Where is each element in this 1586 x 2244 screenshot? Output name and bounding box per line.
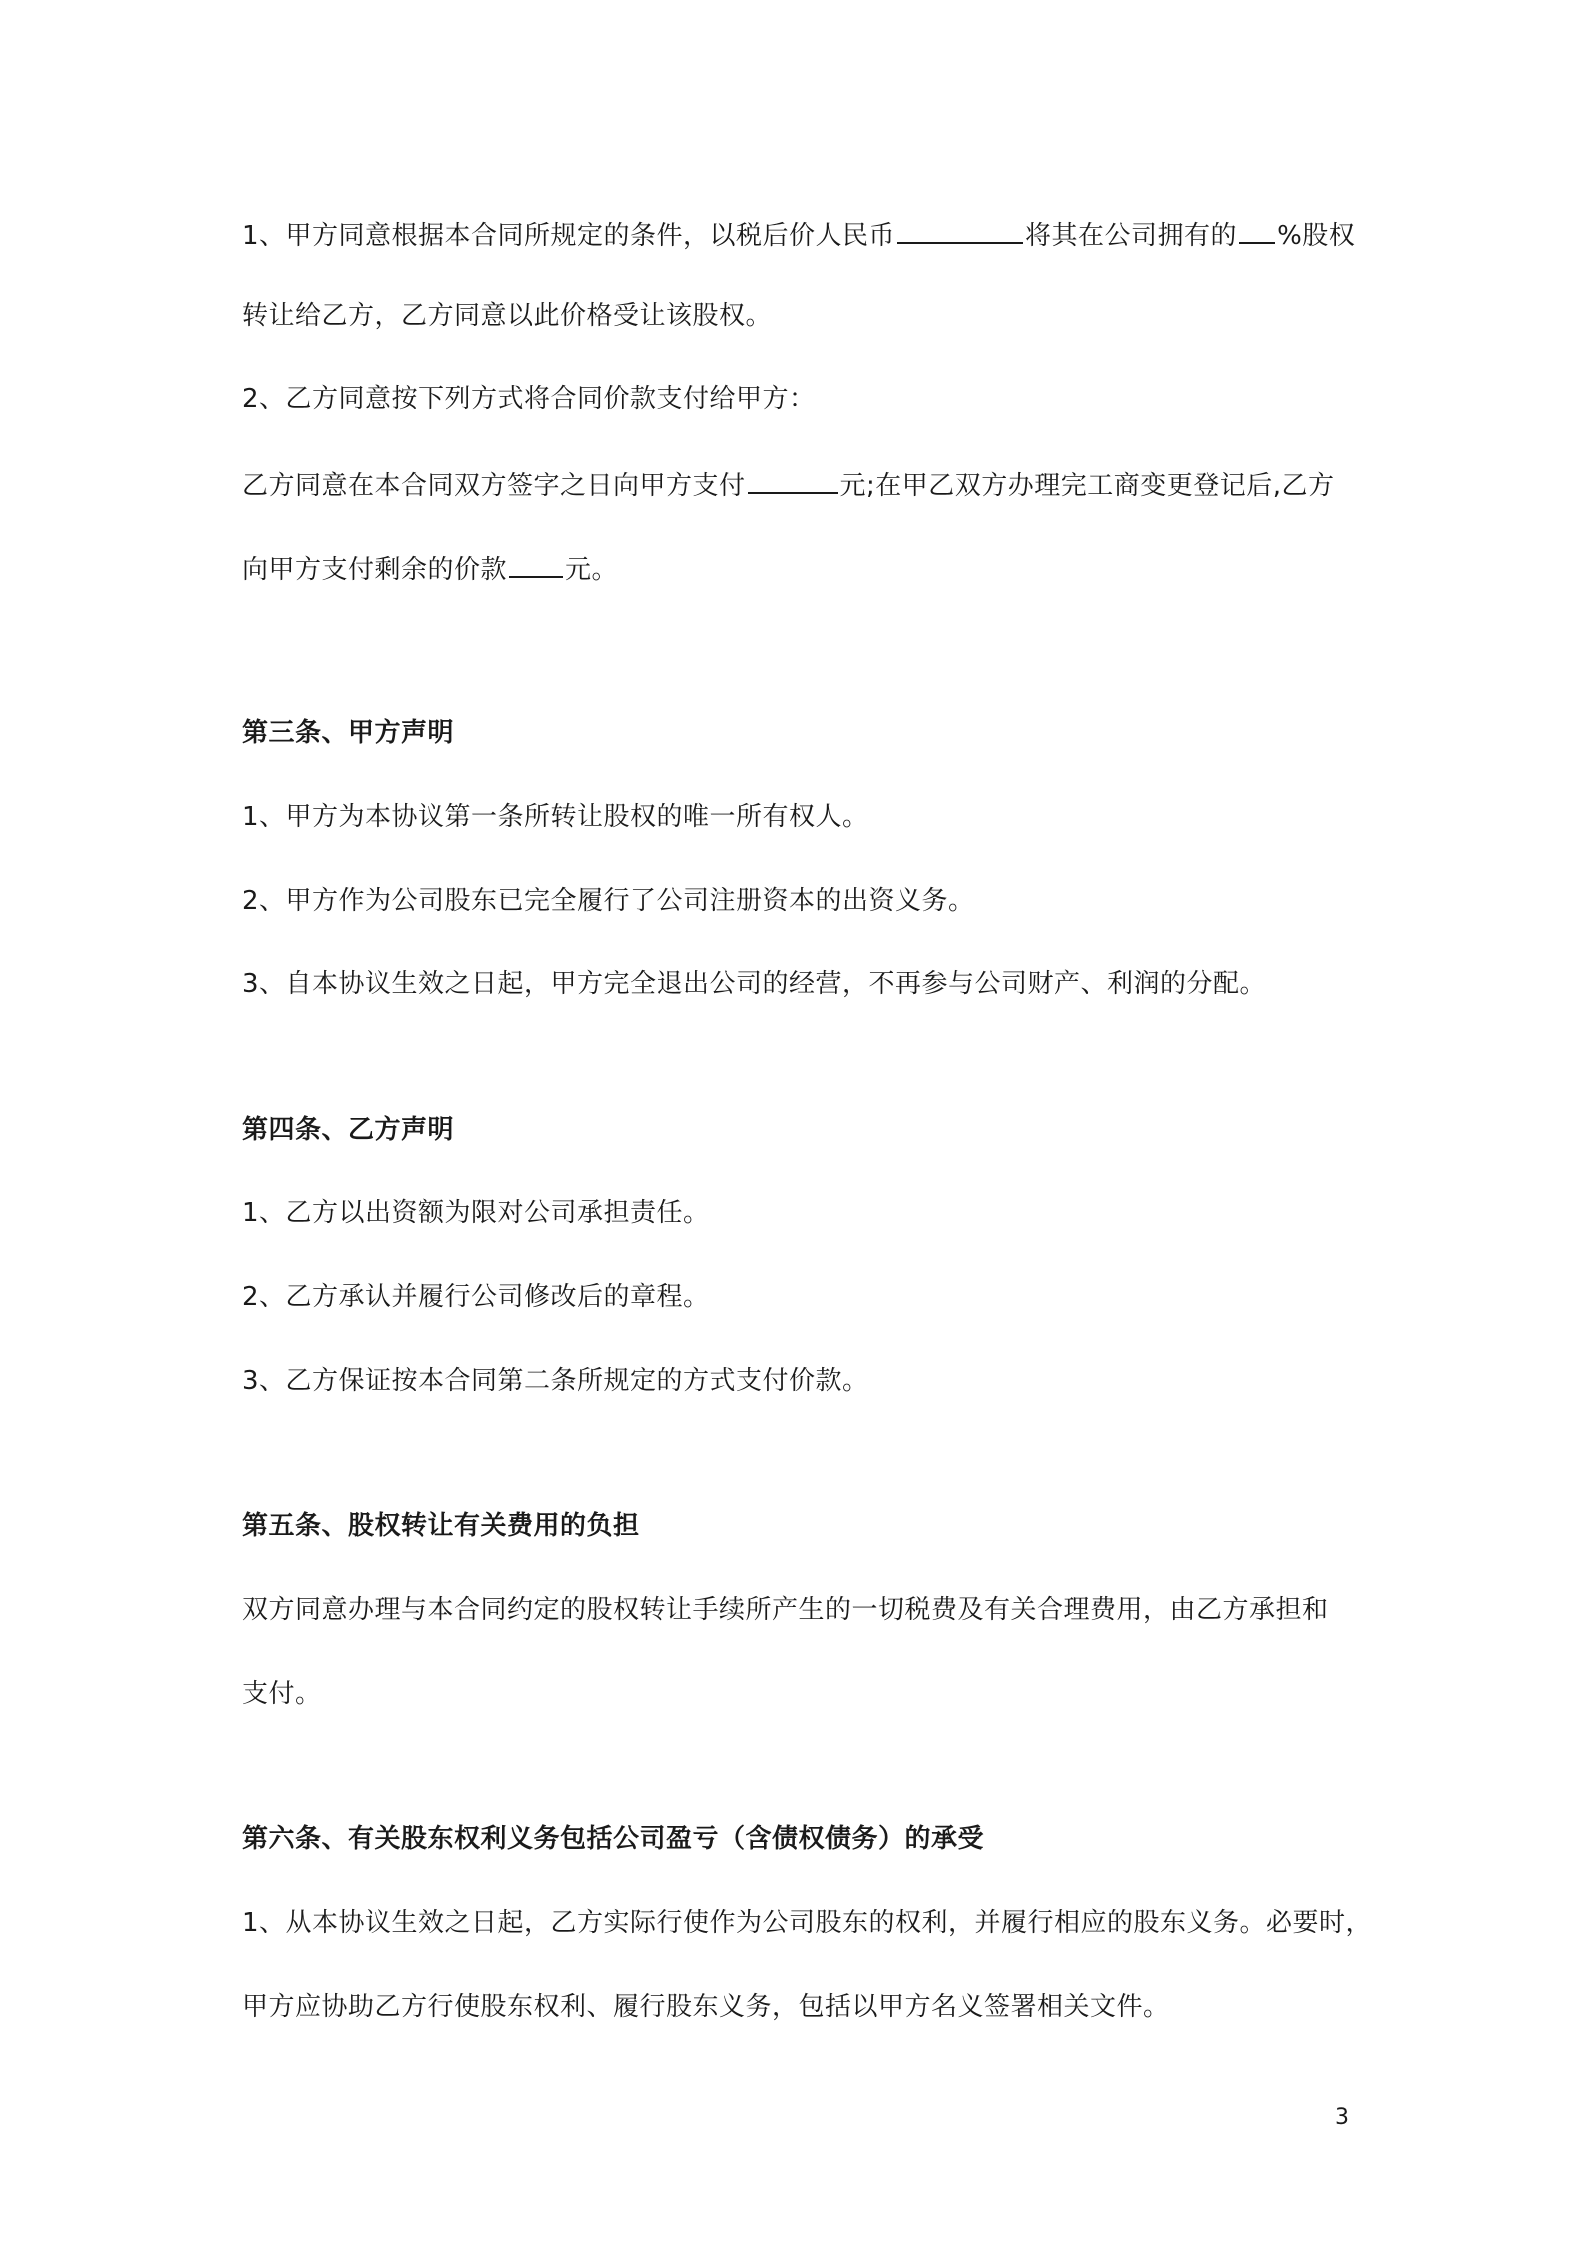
page-number: 3 [1335,2105,1349,2130]
clause6-item1-line1: 1、从本协议生效之日起，乙方实际行使作为公司股东的权利，并履行相应的股东义务。必要时， [242,1908,1373,1938]
payment-text-c: 向甲方支付剩余的价款 [242,555,508,585]
clause4-item2: 2、乙方承认并履行公司修改后的章程。 [242,1282,710,1312]
clause2-item2: 2、乙方同意按下列方式将合同价款支付给甲方： [242,384,816,414]
payment-text-a: 乙方同意在本合同双方签字之日向甲方支付 [242,471,746,501]
clause5-text-line1: 双方同意办理与本合同约定的股权转让手续所产生的一切税费及有关合理费用，由乙方承担和 [242,1595,1329,1625]
clause4-item3: 3、乙方保证按本合同第二条所规定的方式支付价款。 [242,1366,869,1396]
first-payment-blank[interactable] [748,466,838,494]
clause3-item1: 1、甲方为本协议第一条所转让股权的唯一所有权人。 [242,802,869,832]
remaining-payment-blank[interactable] [509,550,563,578]
clause2-item1-text-c: %股权 [1277,221,1356,251]
clause2-item1-text-a: 1、甲方同意根据本合同所规定的条件，以税后价人民币 [242,221,896,251]
percent-blank[interactable] [1239,216,1275,244]
clause3-item2: 2、甲方作为公司股东已完全履行了公司注册资本的出资义务。 [242,886,975,916]
clause4-item1: 1、乙方以出资额为限对公司承担责任。 [242,1198,710,1228]
clause2-payment-line1 [242,466,1335,503]
clause2-item1-text-b: 将其在公司拥有的 [1025,221,1238,251]
clause2-item1-line2: 转让给乙方，乙方同意以此价格受让该股权。 [242,301,773,331]
clause2-item1-line1 [242,216,1355,253]
clause4-heading: 第四条、乙方声明 [242,1115,455,1145]
clause3-item3: 3、自本协议生效之日起，甲方完全退出公司的经营，不再参与公司财产、利润的分配。 [242,969,1267,999]
clause2-payment-line2 [242,550,618,587]
clause6-heading: 第六条、有关股东权利义务包括公司盈亏（含债权债务）的承受 [242,1824,985,1854]
payment-text-b: 元;在甲乙双方办理完工商变更登记后,乙方 [839,471,1335,501]
clause5-text-line2: 支付。 [242,1679,322,1709]
clause6-item1-line2: 甲方应协助乙方行使股东权利、履行股东义务，包括以甲方名义签署相关文件。 [242,1992,1170,2022]
payment-text-d: 元。 [565,555,619,585]
clause3-heading: 第三条、甲方声明 [242,718,455,748]
price-blank[interactable] [897,216,1023,244]
clause5-heading: 第五条、股权转让有关费用的负担 [242,1511,640,1541]
